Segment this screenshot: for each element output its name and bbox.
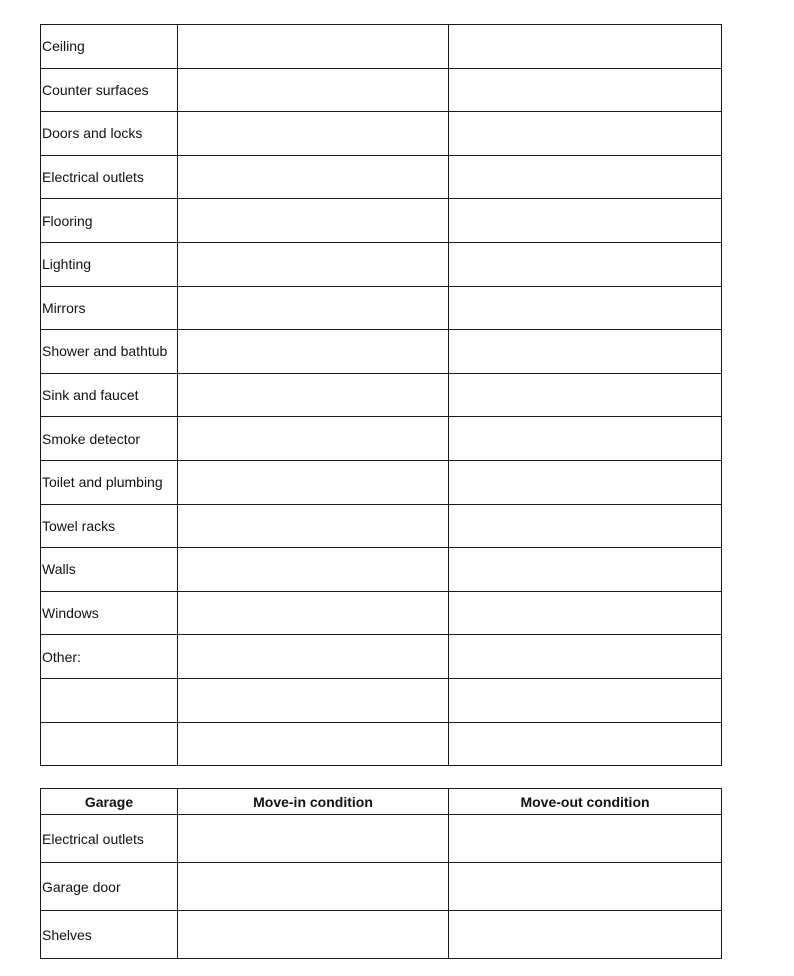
move-in-condition-cell[interactable]: [178, 68, 449, 112]
move-in-condition-cell[interactable]: [178, 678, 449, 722]
row-label: Shelves: [41, 911, 178, 959]
move-out-condition-cell[interactable]: [449, 373, 722, 417]
garage-inspection-table: [40, 788, 722, 959]
table-row: [41, 911, 722, 959]
move-in-condition-cell[interactable]: [178, 591, 449, 635]
row-label[interactable]: [41, 678, 178, 722]
column-header-move-in: Move-in condition: [178, 789, 449, 815]
row-label: Counter surfaces: [41, 68, 178, 112]
row-label[interactable]: [41, 722, 178, 766]
table-row: [41, 155, 722, 199]
move-out-condition-cell[interactable]: [449, 242, 722, 286]
move-out-condition-cell[interactable]: [449, 155, 722, 199]
row-label: Other:: [41, 635, 178, 679]
table-row: [41, 504, 722, 548]
move-in-condition-cell[interactable]: [178, 863, 449, 911]
table-row: [41, 591, 722, 635]
table-row: [41, 722, 722, 766]
move-in-condition-cell[interactable]: [178, 155, 449, 199]
move-in-condition-cell[interactable]: [178, 460, 449, 504]
row-label: Mirrors: [41, 286, 178, 330]
move-in-condition-cell[interactable]: [178, 417, 449, 461]
move-in-condition-cell[interactable]: [178, 242, 449, 286]
column-header-garage: Garage: [41, 789, 178, 815]
move-out-condition-cell[interactable]: [449, 460, 722, 504]
move-out-condition-cell[interactable]: [449, 911, 722, 959]
move-out-condition-cell[interactable]: [449, 25, 722, 69]
move-in-condition-cell[interactable]: [178, 25, 449, 69]
table-row: [41, 112, 722, 156]
move-in-condition-cell[interactable]: [178, 112, 449, 156]
table-row: [41, 417, 722, 461]
move-out-condition-cell[interactable]: [449, 863, 722, 911]
row-label: Windows: [41, 591, 178, 635]
row-label: Doors and locks: [41, 112, 178, 156]
table-row: [41, 25, 722, 69]
row-label: Garage door: [41, 863, 178, 911]
table-row: [41, 68, 722, 112]
table-row: [41, 635, 722, 679]
row-label: Electrical outlets: [41, 155, 178, 199]
row-label: Walls: [41, 548, 178, 592]
table-row: [41, 373, 722, 417]
move-out-condition-cell[interactable]: [449, 112, 722, 156]
move-in-condition-cell[interactable]: [178, 815, 449, 863]
move-out-condition-cell[interactable]: [449, 815, 722, 863]
move-in-condition-cell[interactable]: [178, 911, 449, 959]
move-out-condition-cell[interactable]: [449, 68, 722, 112]
move-out-condition-cell[interactable]: [449, 199, 722, 243]
table-row: [41, 548, 722, 592]
move-in-condition-cell[interactable]: [178, 199, 449, 243]
table-row: [41, 460, 722, 504]
move-out-condition-cell[interactable]: [449, 635, 722, 679]
table-row: [41, 863, 722, 911]
table-row: [41, 330, 722, 374]
move-in-condition-cell[interactable]: [178, 635, 449, 679]
move-out-condition-cell[interactable]: [449, 548, 722, 592]
table-header-row: [41, 789, 722, 815]
move-in-condition-cell[interactable]: [178, 330, 449, 374]
row-label: Toilet and plumbing: [41, 460, 178, 504]
row-label: Smoke detector: [41, 417, 178, 461]
move-out-condition-cell[interactable]: [449, 504, 722, 548]
move-out-condition-cell[interactable]: [449, 678, 722, 722]
move-in-condition-cell[interactable]: [178, 373, 449, 417]
table-row: [41, 242, 722, 286]
move-in-condition-cell[interactable]: [178, 548, 449, 592]
move-out-condition-cell[interactable]: [449, 417, 722, 461]
table-row: [41, 199, 722, 243]
move-in-condition-cell[interactable]: [178, 504, 449, 548]
move-out-condition-cell[interactable]: [449, 722, 722, 766]
move-out-condition-cell[interactable]: [449, 330, 722, 374]
row-label: Flooring: [41, 199, 178, 243]
table-row: [41, 678, 722, 722]
bathroom-inspection-table: [40, 24, 722, 766]
row-label: Sink and faucet: [41, 373, 178, 417]
move-out-condition-cell[interactable]: [449, 591, 722, 635]
row-label: Electrical outlets: [41, 815, 178, 863]
move-in-condition-cell[interactable]: [178, 286, 449, 330]
row-label: Ceiling: [41, 25, 178, 69]
row-label: Shower and bathtub: [41, 330, 178, 374]
table-row: [41, 815, 722, 863]
table-row: [41, 286, 722, 330]
row-label: Towel racks: [41, 504, 178, 548]
column-header-move-out: Move-out condition: [449, 789, 722, 815]
move-in-condition-cell[interactable]: [178, 722, 449, 766]
row-label: Lighting: [41, 242, 178, 286]
move-out-condition-cell[interactable]: [449, 286, 722, 330]
